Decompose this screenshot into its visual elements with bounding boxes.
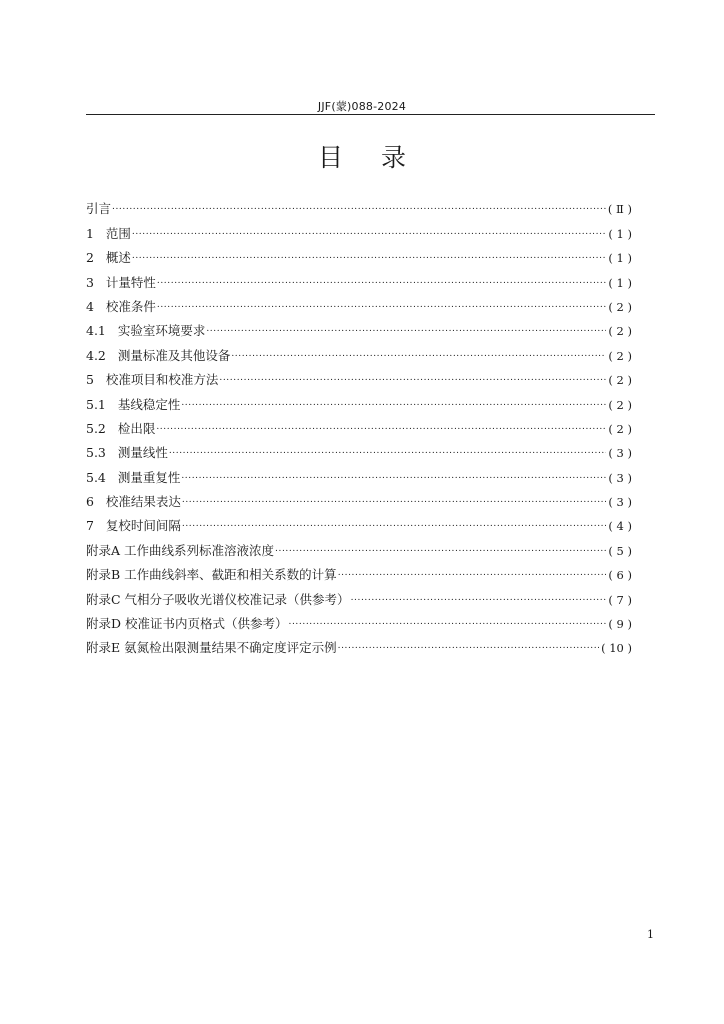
toc-entry[interactable] bbox=[86, 633, 632, 657]
toc-entry-title: 气相分子吸收光谱仪校准记录（供参考） bbox=[124, 591, 350, 607]
toc-entry-title: 计量特性 bbox=[105, 274, 156, 290]
toc-entry-number: 3 bbox=[86, 274, 106, 290]
toc-dot-leader bbox=[112, 198, 606, 216]
toc-entry-number: 附录A bbox=[86, 542, 125, 558]
toc-entry-title: 校准证书内页格式（供参考） bbox=[125, 616, 288, 632]
header-rule bbox=[86, 114, 655, 115]
toc-entry-page: ( 2 ) bbox=[608, 348, 632, 363]
toc-entry-page: ( 2 ) bbox=[608, 421, 632, 436]
toc-entry-page: ( 3 ) bbox=[608, 446, 632, 461]
toc-entry[interactable] bbox=[86, 218, 632, 242]
toc-entry-title: 校准结果表达 bbox=[105, 494, 181, 510]
toc-entry-page: ( 1 ) bbox=[608, 275, 632, 290]
page-title: 目录 bbox=[317, 143, 444, 172]
toc-entry[interactable] bbox=[86, 438, 632, 462]
toc-dot-leader bbox=[338, 637, 599, 655]
toc-entry[interactable] bbox=[86, 462, 632, 486]
toc-entry[interactable] bbox=[86, 340, 632, 364]
toc-entry-number: 5.1 bbox=[86, 396, 118, 412]
toc-entry-title: 工作曲线斜率、截距和相关系数的计算 bbox=[124, 567, 337, 583]
toc-dot-leader bbox=[182, 515, 607, 533]
toc-entry-title: 校准项目和校准方法 bbox=[105, 372, 219, 388]
toc-entry-page: ( 2 ) bbox=[608, 324, 632, 339]
toc-dot-leader bbox=[351, 589, 607, 607]
toc-entry-title: 检出限 bbox=[117, 420, 156, 436]
toc-entry-page: ( 5 ) bbox=[608, 543, 632, 558]
toc-dot-leader bbox=[231, 345, 606, 363]
toc-entry-number: 4 bbox=[86, 298, 106, 314]
toc-dot-leader bbox=[132, 223, 607, 241]
toc-entry-number: 附录B bbox=[86, 567, 125, 583]
toc-entry-number: 6 bbox=[86, 494, 106, 510]
toc-entry[interactable] bbox=[86, 365, 632, 389]
toc-dot-leader bbox=[182, 491, 607, 509]
toc-entry-number: 1 bbox=[86, 225, 106, 241]
toc-dot-leader bbox=[156, 418, 606, 436]
toc-entry[interactable] bbox=[86, 194, 632, 218]
toc-entry[interactable] bbox=[86, 535, 632, 559]
toc-entry[interactable] bbox=[86, 316, 632, 340]
toc-dot-leader bbox=[206, 320, 606, 338]
toc-entry-title: 氨氮检出限测量结果不确定度评定示例 bbox=[124, 640, 337, 656]
toc-entry-number: 4.1 bbox=[86, 323, 118, 339]
toc-entry[interactable] bbox=[86, 414, 632, 438]
toc-entry-page: ( 2 ) bbox=[608, 373, 632, 388]
toc-entry-title: 复校时间间隔 bbox=[105, 518, 181, 534]
toc-entry-page: ( 3 ) bbox=[608, 470, 632, 485]
toc-dot-leader bbox=[219, 369, 606, 387]
toc-entry-title: 测量标准及其他设备 bbox=[117, 347, 231, 363]
toc-entry-number: 附录D bbox=[86, 616, 125, 632]
toc-entry-number: 7 bbox=[86, 518, 106, 534]
page-number: 1 bbox=[647, 928, 654, 941]
toc-entry-page: ( 4 ) bbox=[608, 519, 632, 534]
document-code: JJF(蒙)088-2024 bbox=[317, 100, 407, 113]
toc-entry-title: 引言 bbox=[86, 201, 112, 217]
toc-dot-leader bbox=[157, 296, 607, 314]
toc-dot-leader bbox=[181, 394, 606, 412]
toc-entry-page: ( 9 ) bbox=[608, 617, 632, 632]
toc-entry-page: ( 2 ) bbox=[608, 397, 632, 412]
toc-entry-page: ( 1 ) bbox=[608, 226, 632, 241]
toc-entry[interactable] bbox=[86, 609, 632, 633]
toc-entry[interactable] bbox=[86, 511, 632, 535]
toc-dot-leader bbox=[289, 613, 607, 631]
toc-entry-page: ( Ⅱ ) bbox=[607, 202, 632, 217]
toc-entry[interactable] bbox=[86, 292, 632, 316]
toc-entry[interactable] bbox=[86, 267, 632, 291]
toc-dot-leader bbox=[157, 272, 607, 290]
toc-entry[interactable] bbox=[86, 560, 632, 584]
toc-entry[interactable] bbox=[86, 584, 632, 608]
toc-entry[interactable] bbox=[86, 243, 632, 267]
toc-entry-number: 5.4 bbox=[86, 469, 118, 485]
toc-dot-leader bbox=[132, 247, 607, 265]
toc-entry-title: 工作曲线系列标准溶液浓度 bbox=[124, 542, 275, 558]
toc-entry-page: ( 2 ) bbox=[608, 299, 632, 314]
toc-entry-page: ( 7 ) bbox=[608, 592, 632, 607]
toc-entry-number: 5.2 bbox=[86, 420, 118, 436]
toc-entry-page: ( 3 ) bbox=[608, 495, 632, 510]
table-of-contents bbox=[86, 194, 632, 657]
toc-dot-leader bbox=[181, 467, 606, 485]
toc-entry-page: ( 10 ) bbox=[601, 641, 632, 656]
toc-dot-leader bbox=[169, 442, 607, 460]
toc-entry-title: 范围 bbox=[105, 225, 131, 241]
toc-entry-number: 附录C bbox=[86, 591, 125, 607]
toc-entry-title: 实验室环境要求 bbox=[117, 323, 206, 339]
toc-entry-title: 测量线性 bbox=[117, 445, 168, 461]
toc-entry-number: 5.3 bbox=[86, 445, 118, 461]
toc-dot-leader bbox=[338, 564, 607, 582]
toc-entry-page: ( 1 ) bbox=[608, 251, 632, 266]
toc-entry-page: ( 6 ) bbox=[608, 568, 632, 583]
toc-entry[interactable] bbox=[86, 487, 632, 511]
toc-entry-title: 基线稳定性 bbox=[117, 396, 181, 412]
toc-dot-leader bbox=[275, 540, 606, 558]
toc-entry-title: 概述 bbox=[105, 250, 131, 266]
toc-entry-number: 附录E bbox=[86, 640, 125, 656]
toc-entry[interactable] bbox=[86, 389, 632, 413]
toc-entry-number: 2 bbox=[86, 250, 106, 266]
toc-entry-title: 校准条件 bbox=[105, 298, 156, 314]
toc-entry-title: 测量重复性 bbox=[117, 469, 181, 485]
toc-entry-number: 5 bbox=[86, 372, 106, 388]
toc-entry-number: 4.2 bbox=[86, 347, 118, 363]
